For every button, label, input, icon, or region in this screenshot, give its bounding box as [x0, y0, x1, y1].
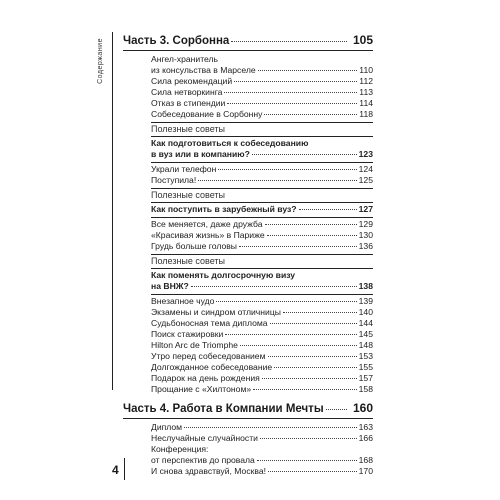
toc-entry-page: 118: [359, 109, 373, 119]
toc-entry-title: Прощание с «Хилтоном»: [151, 384, 252, 394]
toc-entry[interactable]: [151, 204, 373, 215]
advice-heading: Полезные советы: [151, 124, 373, 137]
toc-entry[interactable]: [151, 281, 373, 292]
leader-dots: [262, 378, 357, 379]
toc-entry-page: 144: [358, 318, 373, 328]
toc-entry-page: 112: [359, 76, 373, 86]
toc-entry-title: Поступила!: [151, 175, 197, 185]
part-page: 105: [352, 33, 373, 47]
toc-entry[interactable]: [151, 362, 373, 373]
toc-entry[interactable]: [151, 433, 373, 444]
leader-dots: [216, 301, 356, 302]
advice-section: [151, 254, 373, 395]
part-4-chapters: [151, 422, 373, 477]
leader-dots: [265, 224, 357, 225]
toc-entry-title: Собеседование в Сорбонну: [151, 109, 263, 119]
toc-entry[interactable]: [151, 219, 373, 230]
toc-entry[interactable]: [151, 230, 373, 241]
toc-entry-title: Все меняется, даже дружба: [151, 219, 263, 229]
toc-entry-page: 110: [359, 65, 373, 75]
leader-dots: [267, 235, 357, 236]
toc-entry-title: Диплом: [151, 422, 183, 432]
toc-entry-title: Украли телефон: [151, 164, 217, 174]
toc-entry[interactable]: [151, 65, 373, 76]
toc-entry[interactable]: [151, 109, 373, 120]
advice-question[interactable]: Как подготовиться к собеседованию: [151, 138, 309, 148]
part-4-heading[interactable]: [123, 401, 373, 419]
toc-entry[interactable]: [151, 340, 373, 351]
toc-entry-title-cont: от перспектив до провала: [151, 455, 255, 465]
toc-entry-page: 148: [358, 340, 373, 350]
toc-entry-page: 158: [358, 384, 373, 394]
toc-entry-page: 130: [358, 230, 373, 240]
advice-heading: Полезные советы: [151, 256, 373, 269]
toc-entry-page: 145: [358, 329, 373, 339]
toc-entry-page: 155: [358, 362, 373, 372]
leader-dots: [253, 389, 357, 390]
page-number-rule: [124, 458, 125, 480]
leader-dots: [260, 438, 357, 439]
part-3-chapters: [151, 54, 373, 395]
toc-entry-title: Сила рекомендаций: [151, 76, 233, 86]
leader-dots: [227, 103, 357, 104]
leader-dots: [257, 460, 357, 461]
leader-dots: [224, 92, 357, 93]
toc-entry-title: Грудь больше головы: [151, 241, 237, 251]
table-of-contents: [123, 33, 373, 477]
toc-entry-title: Экзамены и синдром отличницы: [151, 307, 281, 317]
toc-entry[interactable]: [151, 149, 373, 160]
toc-entry[interactable]: [151, 422, 373, 433]
leader-dots: [283, 312, 357, 313]
toc-entry-page: 157: [358, 373, 373, 383]
toc-entry-page: 136: [358, 241, 373, 251]
toc-entry[interactable]: [151, 164, 373, 175]
advice-heading: Полезные советы: [151, 190, 373, 203]
toc-entry-title: «Красивая жизнь» в Париже: [151, 230, 265, 240]
page-number: 4: [112, 463, 119, 477]
leader-dots: [268, 356, 357, 357]
toc-entry-page: 129: [358, 219, 373, 229]
toc-entry-page: 168: [358, 455, 373, 465]
leader-dots: [225, 334, 356, 335]
toc-entry-title-cont: из консульства в Марселе: [151, 65, 256, 75]
toc-entry-title: Утро перед собеседованием: [151, 351, 266, 361]
part-3-heading[interactable]: [123, 33, 373, 51]
toc-entry-page: 163: [358, 422, 373, 432]
toc-entry-title: Судьбоносная тема диплома: [151, 318, 268, 328]
toc-entry-page: 123: [358, 149, 373, 159]
toc-entry[interactable]: [151, 455, 373, 466]
advice-section: [151, 188, 373, 252]
toc-entry[interactable]: [151, 373, 373, 384]
toc-entry-title[interactable]: Ангел-хранитель: [151, 54, 219, 64]
toc-entry[interactable]: [151, 384, 373, 395]
toc-entry-title: Подарок на день рождения: [151, 373, 260, 383]
toc-entry[interactable]: [151, 98, 373, 109]
toc-entry-page: 113: [359, 87, 373, 97]
leader-dots: [191, 286, 357, 287]
advice-question[interactable]: Как поменять долгосрочную визу: [151, 270, 296, 280]
leader-dots: [198, 180, 356, 181]
leader-dots: [218, 169, 356, 170]
toc-entry-page: 166: [358, 433, 373, 443]
toc-entry[interactable]: [151, 76, 373, 87]
leader-dots: [299, 209, 357, 210]
toc-entry-title[interactable]: Конференция:: [151, 444, 209, 454]
leader-dots: [274, 367, 356, 368]
leader-dots: [252, 154, 357, 155]
toc-entry[interactable]: [151, 87, 373, 98]
toc-entry-title: Неслучайные случайности: [151, 433, 258, 443]
part-title: Часть 4. Работа в Компании Мечты: [123, 403, 324, 415]
section-side-label: Содержание: [97, 38, 104, 84]
toc-entry-page: 114: [359, 98, 373, 108]
toc-entry-page: 153: [358, 351, 373, 361]
toc-entry-page: 125: [358, 175, 373, 185]
toc-entry-page: 138: [358, 281, 373, 291]
leader-dots: [239, 246, 357, 247]
toc-entry[interactable]: [151, 329, 373, 340]
toc-entry[interactable]: [151, 466, 373, 477]
toc-entry[interactable]: [151, 351, 373, 362]
leader-dots: [184, 427, 357, 428]
toc-entry[interactable]: [151, 241, 373, 252]
part-page: 160: [352, 401, 373, 415]
toc-entry-title: И снова здравствуй, Москва!: [151, 466, 267, 476]
advice-question-cont: на ВНЖ?: [151, 281, 189, 291]
advice-question-cont: в вуз или в компанию?: [151, 149, 250, 159]
advice-question: Как поступить в зарубежный вуз?: [151, 204, 297, 214]
toc-entry-page: 124: [358, 164, 373, 174]
toc-entry-title: Внезапное чудо: [151, 296, 215, 306]
toc-entry-page: 127: [358, 204, 373, 214]
toc-entry-title: Отказ в стипендии: [151, 98, 226, 108]
toc-entry-title: Поиск стажировки: [151, 329, 224, 339]
toc-entry-page: 170: [358, 466, 373, 476]
toc-entry-title: Сила нетворкинга: [151, 87, 223, 97]
toc-entry[interactable]: [151, 307, 373, 318]
toc-entry-page: 139: [358, 296, 373, 306]
leader-dots: [268, 471, 357, 472]
toc-entry[interactable]: [151, 318, 373, 329]
leader-dots: [326, 409, 347, 410]
toc-entry-page: 140: [358, 307, 373, 317]
vertical-rule: [112, 32, 113, 390]
leader-dots: [234, 81, 357, 82]
toc-entry[interactable]: [151, 175, 373, 186]
leader-dots: [231, 41, 347, 42]
leader-dots: [258, 70, 358, 71]
toc-entry-title: Hilton Arc de Triomphe: [151, 340, 238, 350]
leader-dots: [240, 345, 357, 346]
toc-entry-title: Долгожданное собеседование: [151, 362, 273, 372]
toc-entry[interactable]: [151, 296, 373, 307]
advice-section: [151, 122, 373, 186]
part-title: Часть 3. Сорбонна: [123, 35, 230, 47]
leader-dots: [270, 323, 357, 324]
leader-dots: [264, 114, 357, 115]
